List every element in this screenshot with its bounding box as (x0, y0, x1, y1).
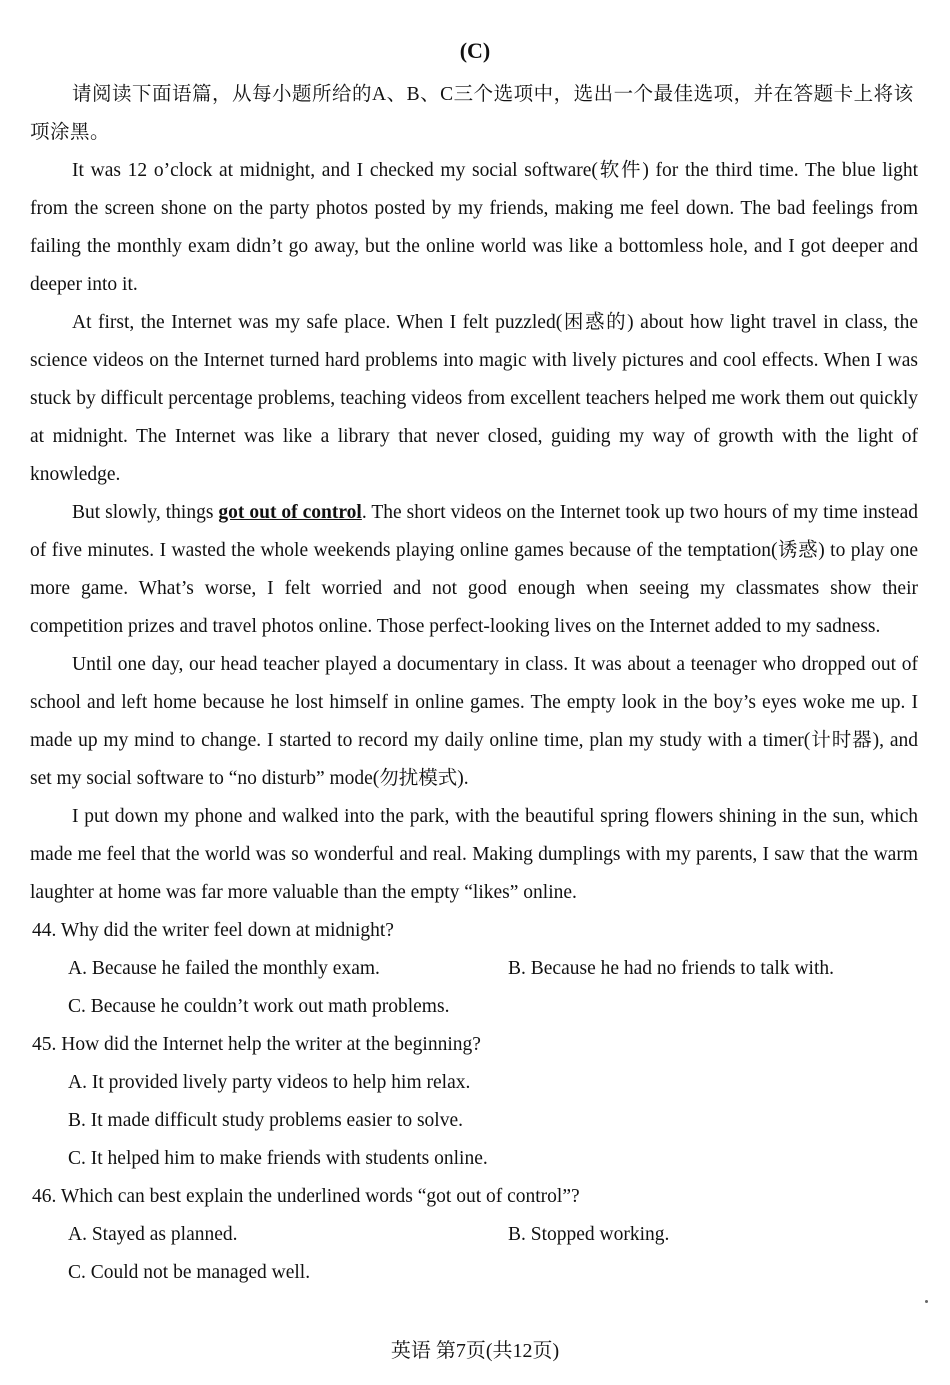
option-b: B. Stopped working. (508, 1224, 670, 1245)
option-a: A. Because he failed the monthly exam. (68, 958, 380, 979)
option-b: B. Because he had no friends to talk with. (508, 958, 835, 979)
option-row (30, 950, 918, 988)
question-44 (30, 912, 918, 1026)
page-footer: 英语 第7页(共12页) (390, 1340, 560, 1362)
passage-paragraph-3 (30, 494, 918, 646)
option-a: A. Stayed as planned. (68, 1224, 238, 1245)
passage-paragraph-4: Until one day, our head teacher played a documentary in class. It was about a teenager who dropped out of school and left home because he lost himself in online games. The empty look in the boy’s eyes woke me up. I made up my mind to change. I started to record my daily online time, plan my study with a timer(计时器), and set my social software to “no disturb” mode(勿扰模式). (30, 654, 918, 789)
option-row (30, 1064, 918, 1102)
content (30, 76, 918, 1292)
option-b: B. It made difficult study problems easier to solve. (68, 1110, 463, 1131)
option-a: A. It provided lively party videos to help him relax. (68, 1072, 471, 1093)
passage-paragraph-2: At first, the Internet was my safe place. When I felt puzzled(困惑的) about how light travel in class, the science videos on the Internet turned hard problems into magic with lively pictures and cool effects. When I was stuck by difficult percentage problems, teaching videos from excellent teachers helped me work them out quickly at midnight. The Internet was like a library that never closed, guiding my way of growth with the light of knowledge. (30, 312, 918, 485)
option-row (30, 988, 918, 1026)
question-46 (30, 1178, 918, 1292)
scan-speck (925, 1300, 928, 1303)
option-c: C. Could not be managed well. (68, 1262, 311, 1283)
option-c: C. It helped him to make friends with students online. (68, 1148, 488, 1169)
option-row (30, 1254, 918, 1292)
passage-paragraph-5: I put down my phone and walked into the park, with the beautiful spring flowers shining in the sun, which made me feel that the world was so wonderful and real. Making dumplings with my parents, I saw that the warm laughter at home was far more valuable than the empty “likes” online. (30, 806, 918, 903)
option-row (30, 1140, 918, 1178)
question-45 (30, 1026, 918, 1178)
p3-text-after: . The short videos on the Internet took up two hours of my time instead of five minutes. I wasted the whole weekends playing online games because of the temptation(诱惑) to play one more game. What’s worse, I felt worried and not good enough when seeing my classmates show their competition prizes and travel photos online. Those perfect-looking lives on the Internet added to my sadness. (30, 502, 918, 637)
passage-paragraph-1: It was 12 o’clock at midnight, and I checked my social software(软件) for the third time. The blue light from the screen shone on the party photos posted by my friends, making me feel down. The bad feelings from failing the monthly exam didn’t go away, but the online world was like a bottomless hole, and I got deeper and deeper into it. (30, 160, 918, 295)
underlined-phrase: got out of control (218, 502, 362, 523)
option-row (30, 1102, 918, 1140)
p3-text-before: But slowly, things (72, 502, 219, 523)
question-stem: 44. Why did the writer feel down at midnight? (32, 920, 394, 941)
section-title: (C) (459, 38, 491, 63)
option-row (30, 1216, 918, 1254)
instruction: 请阅读下面语篇，从每小题所给的A、B、C三个选项中，选出一个最佳选项，并在答题卡上将该项涂黑。 (30, 84, 914, 143)
question-stem: 46. Which can best explain the underlined words “got out of control”? (32, 1186, 580, 1207)
question-stem: 45. How did the Internet help the writer at the beginning? (32, 1034, 481, 1055)
option-c: C. Because he couldn’t work out math problems. (68, 996, 450, 1017)
